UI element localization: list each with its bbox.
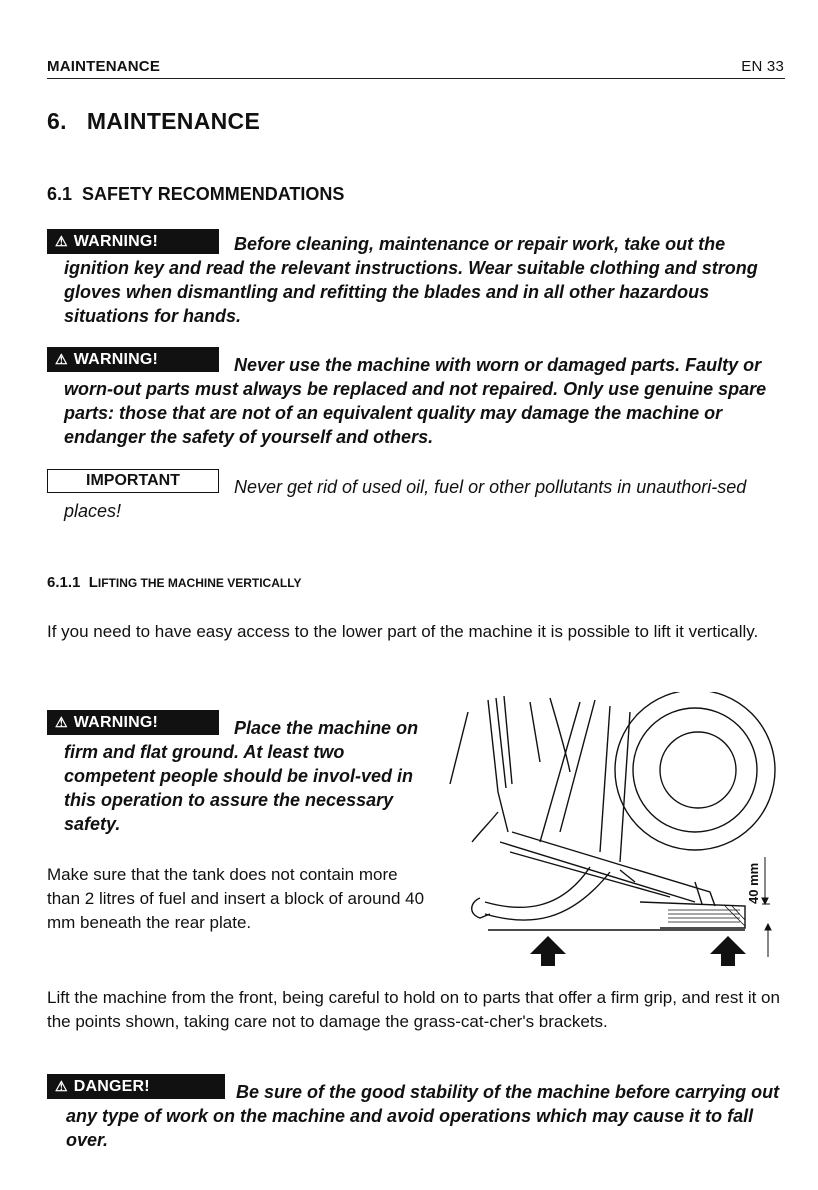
subsection-number: 6.1.1: [47, 574, 81, 591]
dimension-marks: [762, 857, 771, 957]
warning-label: WARNING!: [73, 233, 159, 250]
danger-label: DANGER!: [73, 1078, 150, 1095]
dimension-label: 40 mm: [746, 862, 761, 904]
paragraph-lift: If you need to have easy access to the lower part of the machine it is possible to lift it vertically.: [47, 622, 759, 641]
chapter-title: 6. MAINTENANCE: [47, 108, 261, 134]
subsection-title-initial: L: [88, 574, 98, 591]
lift-point-arrow-right: [710, 936, 746, 966]
warning-label: WARNING!: [73, 351, 159, 368]
lift-point-arrow-left: [530, 936, 566, 966]
warning-text-1: Before cleaning, maintenance or repair work, take out the ignition key and read the relevant instructions. Wear suitable clothing and strong gloves when dismantling and refitting the blades and in all other hazardous situations for hands.: [64, 234, 758, 326]
warning-text-3: Place the machine on firm and flat ground. At least two competent people should be invol-ved in this operation to assure the necessary safety.: [64, 718, 419, 834]
block-hatching: [668, 906, 745, 926]
warning-triangle-icon: ⚠: [55, 233, 68, 249]
danger-text: Be sure of the good stability of the machine before carrying out any type of work on the machine and avoid operations which may cause it to fall over.: [66, 1082, 780, 1150]
warning-text-2: Never use the machine with worn or damaged parts. Faulty or worn-out parts must always be replaced and not repaired. Only use genuine spare parts: those that are not of an equivalent quality may damage the machine or endanger the safety of yourself and others.: [64, 355, 767, 447]
running-header-section: MAINTENANCE: [47, 58, 161, 75]
section-title-6-1: 6.1 SAFETY RECOMMENDATIONS: [47, 184, 345, 204]
machine-outline: [450, 692, 775, 930]
warning-triangle-icon: ⚠: [55, 714, 68, 730]
subsection-title-6-1-1: [47, 574, 301, 591]
lifting-illustration: [440, 692, 785, 972]
header-rule: [47, 78, 785, 79]
danger-triangle-icon: ⚠: [55, 1078, 68, 1094]
paragraph-tank: Make sure that the tank does not contain more than 2 litres of fuel and insert a block of around 40 mm beneath the rear plate.: [47, 865, 425, 932]
paragraph-front: Lift the machine from the front, being careful to hold on to parts that offer a firm grip, and rest it on the points shown, taking care not to damage the grass-cat-cher's brackets.: [47, 988, 780, 1031]
important-badge: IMPORTANT: [47, 469, 219, 493]
warning-triangle-icon: ⚠: [55, 351, 68, 367]
page-number: EN 33: [741, 58, 784, 75]
subsection-title-rest: IFTING THE MACHINE VERTICALLY: [97, 576, 302, 590]
warning-label: WARNING!: [73, 714, 159, 731]
important-text: Never get rid of used oil, fuel or other pollutants in unauthori-sed places!: [64, 477, 747, 521]
